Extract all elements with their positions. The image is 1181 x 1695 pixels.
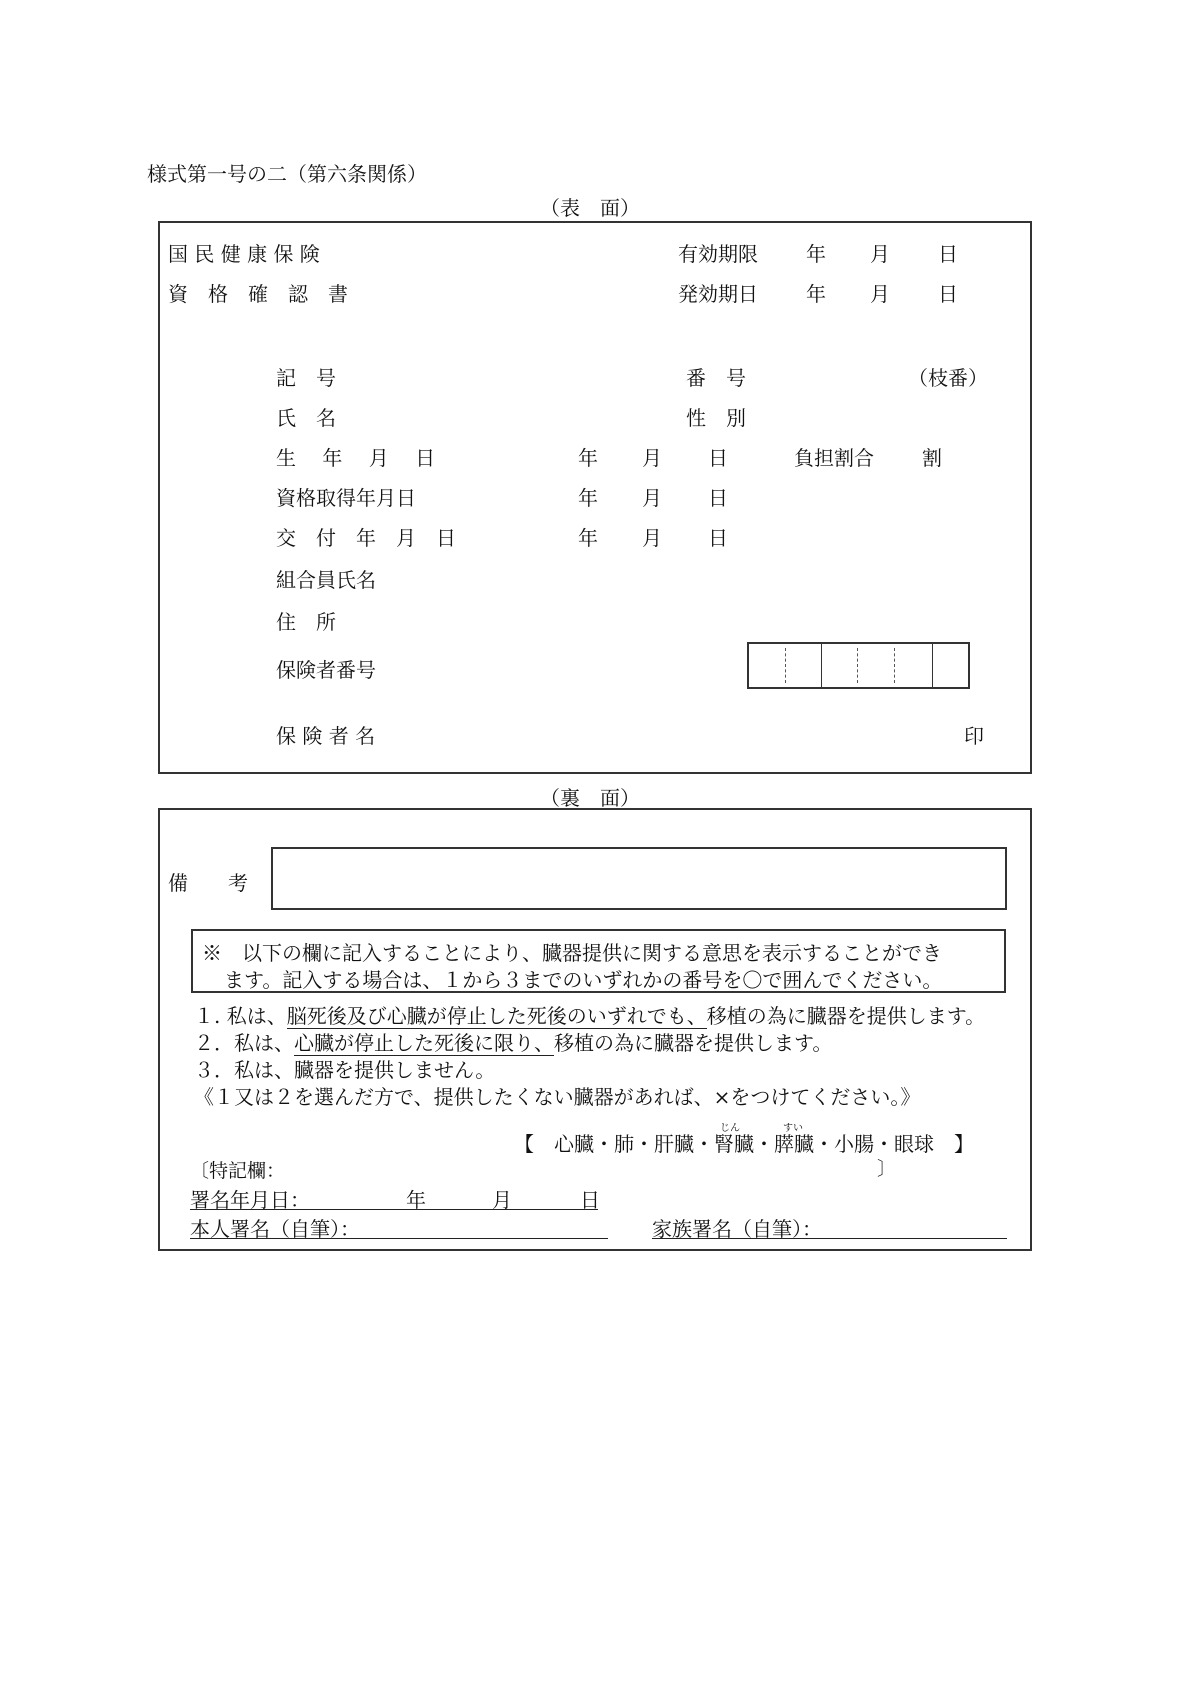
issue-date-day-unit: 日 (708, 526, 728, 550)
family-signature-line (652, 1238, 1007, 1239)
issue-date-year-unit: 年 (578, 526, 598, 550)
ruby-sui: すい (783, 1123, 803, 1134)
sign-month-unit: 月 (492, 1188, 512, 1212)
ruby-jin: じん (720, 1123, 740, 1134)
symbol-label: 記 号 (276, 366, 336, 390)
option-2-number: ２．私は、 (194, 1031, 294, 1055)
sex-label: 性 別 (686, 406, 746, 430)
sign-year-unit: 年 (406, 1188, 426, 1212)
expiry-month-unit: 月 (870, 242, 890, 266)
sign-date-line (190, 1209, 598, 1210)
remarks-box (271, 847, 1007, 910)
issue-date-month-unit: 月 (642, 526, 662, 550)
organ-list: 【 心臓・肺・肝臓・腎臓・膵臓・小腸・眼球 】 (514, 1132, 974, 1156)
option-1-underlined: 脳死後及び心臓が停止した死後のいずれでも、 (286, 1004, 707, 1028)
expiry-year-unit: 年 (806, 242, 826, 266)
issue-day-unit: 日 (938, 282, 958, 306)
insurer-number-label: 保険者番号 (276, 658, 376, 682)
expiry-label: 有効期限 (678, 242, 758, 266)
option-3: ３．私は、臓器を提供しません。 (194, 1058, 496, 1082)
insurer-number-divider (932, 644, 933, 687)
birth-date-label: 生 年 月 日 (276, 446, 436, 470)
special-notes-close: 〕 (877, 1158, 897, 1180)
address-label: 住 所 (276, 610, 336, 634)
issue-effective-label: 発効期日 (678, 282, 758, 306)
issue-date-label: 交 付 年 月 日 (276, 526, 456, 550)
special-notes-label: 〔特記欄： (190, 1160, 286, 1182)
insurer-name-label: 保 険 者 名 (276, 724, 376, 748)
card-title-line1: 国 民 健 康 保 険 (168, 242, 320, 266)
family-signature-label: 家族署名（自筆）： (652, 1217, 822, 1241)
issue-year-unit: 年 (806, 282, 826, 306)
qualification-year-unit: 年 (578, 486, 598, 510)
name-label: 氏 名 (276, 406, 336, 430)
sign-date-label: 署名年月日： (190, 1188, 310, 1212)
insurer-number-divider (821, 644, 822, 687)
self-signature-line (190, 1238, 608, 1239)
organ-notice-line2: ます。記入する場合は、１から３までのいずれかの番号を〇で囲んでください。 (224, 968, 943, 992)
option-2-rest: 移植の為に臓器を提供します。 (554, 1031, 833, 1055)
option-1-number: １. 私は、 (194, 1004, 287, 1028)
insurer-number-boxes (747, 642, 970, 689)
seal-mark: 印 (964, 724, 984, 748)
expiry-day-unit: 日 (938, 242, 958, 266)
card-title-line2: 資 格 確 認 書 (168, 282, 348, 306)
burden-ratio-label: 負担割合 (794, 446, 874, 470)
qualification-month-unit: 月 (642, 486, 662, 510)
option-2 (194, 1027, 832, 1056)
remarks-label: 備 考 (168, 871, 248, 895)
burden-ratio-unit: 割 (922, 446, 942, 470)
member-name-label: 組合員氏名 (276, 568, 376, 592)
birth-day-unit: 日 (708, 446, 728, 470)
insurer-number-divider (894, 648, 895, 683)
birth-month-unit: 月 (642, 446, 662, 470)
self-signature-label: 本人署名（自筆）： (190, 1217, 360, 1241)
form-title: 様式第一号の二（第六条関係） (147, 162, 427, 186)
option-1-rest: 移植の為に臓器を提供します。 (706, 1004, 986, 1028)
birth-year-unit: 年 (578, 446, 598, 470)
option-2-underlined: 心臓が停止した死後に限り、 (294, 1031, 554, 1055)
front-side-label: （表 面） (540, 196, 640, 220)
qualification-date-label: 資格取得年月日 (276, 486, 416, 510)
insurer-number-divider (857, 648, 858, 683)
qualification-day-unit: 日 (708, 486, 728, 510)
issue-month-unit: 月 (870, 282, 890, 306)
insurer-number-divider (785, 648, 786, 683)
sign-day-unit: 日 (580, 1188, 600, 1212)
option-1 (194, 1000, 985, 1029)
organ-notice-line1: ※ 以下の欄に記入することにより、臓器提供に関する意思を表示することができ (202, 941, 942, 965)
number-label: 番 号 (686, 366, 746, 390)
option-note: 《１又は２を選んだ方で、提供したくない臓器があれば、×をつけてください。》 (194, 1085, 921, 1109)
branch-number-label: （枝番） (908, 366, 988, 390)
back-side-label: （裏 面） (540, 786, 640, 810)
